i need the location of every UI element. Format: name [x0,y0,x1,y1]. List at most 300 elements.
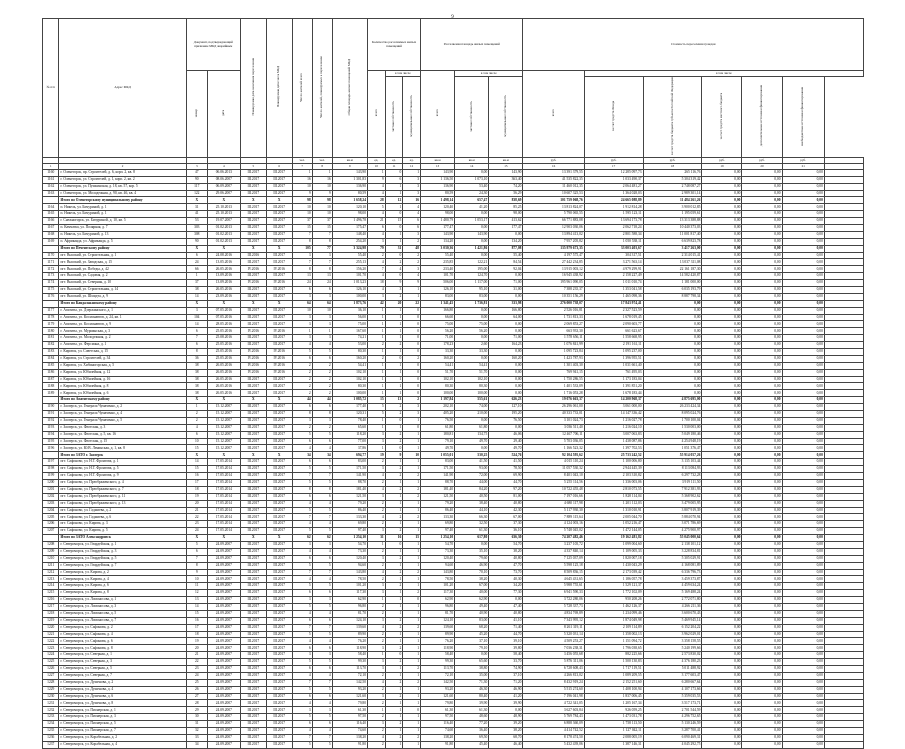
resettlement-table-sheet [42,18,864,749]
table-cell: 0,00 [742,528,782,535]
table-cell: 4 [312,521,332,528]
table-row [43,707,864,714]
subtotal-row [43,535,864,542]
address-cell: г. Североморск, ул. Гвардейская, д. 5 [59,555,186,562]
address-cell: г. Североморск, ул. Кирова, д. 4 [59,576,186,583]
table-row [43,280,864,287]
table-cell: III.2017 [240,528,266,535]
address-cell: г. Североморск, ул. Северная, д. 5 [59,665,186,672]
table-cell: 74,60 [332,728,367,735]
table-cell: 877,08 [489,245,523,252]
table-cell: 1213 [43,576,59,583]
table-cell: 5 [292,686,312,693]
table-cell: 8 [186,349,207,356]
column-number-cell: 14 [455,163,489,169]
table-row [43,190,864,197]
table-cell: 0,00 [702,424,742,431]
table-cell: 1 053,17 [455,218,489,225]
table-cell: 5 [312,631,332,638]
table-cell: 1 [403,169,421,176]
table-cell [824,342,863,349]
table-cell: 142,50 [420,679,454,686]
column-number-cell: 3 [186,163,207,169]
table-cell: 7 343 995,12 [523,617,584,624]
table-cell: 15 [186,610,207,617]
table-cell: 5 [312,741,332,748]
table-cell: 1 731 813,33 [523,314,584,321]
table-cell: III.2017 [266,631,292,638]
table-cell: 15 [186,445,207,452]
table-row [43,569,864,576]
address-cell: пгт. Высокий, ул. Северная, д. 10 [59,280,186,287]
table-cell: 1 [403,686,421,693]
table-cell: 1 [368,376,386,383]
table-cell: 3 479 005,95 [643,500,702,507]
table-cell: 2 810 073,55 [584,486,643,493]
table-cell: 1200 [43,479,59,486]
table-cell: 1 [385,376,403,383]
table-cell: 17.05.2014 [207,459,240,466]
table-cell: III.2017 [266,445,292,452]
table-cell: 3 [403,231,421,238]
table-cell: 1233 [43,714,59,721]
table-cell: 1161 [43,176,59,183]
table-cell: 6 [312,459,332,466]
table-cell: 67,00 [489,514,523,521]
table-cell: 1229 [43,686,59,693]
table-cell: 1 127 042,11 [584,728,643,735]
table-cell: 24 [292,280,312,287]
table-cell: 40,80 [489,555,523,562]
address-cell: г. Североморск, ул. Северная, д. 7 [59,672,186,679]
table-cell: 62,90 [332,597,367,604]
table-cell: 5 988 755,61 [523,583,584,590]
address-cell: г. Североморск, ул. Кирова, д. 6 [59,583,186,590]
table-cell: 2 [368,741,386,748]
table-cell: 24.08.2016 [207,252,240,259]
table-cell: 0,00 [742,555,782,562]
table-cell: 0,00 [742,197,782,204]
table-cell: III.2017 [266,645,292,652]
col-header-cost-region: за счет средств бюджета субъекта Российской Федерации [643,77,702,158]
table-cell: 0,00 [782,238,824,245]
table-row [43,321,864,328]
table-cell: III.2017 [266,293,292,300]
table-cell: 2 [385,721,403,728]
table-cell: 2 701 544,59 [643,707,702,714]
table-cell: 4 [292,576,312,583]
table-cell: 1166 [43,218,59,225]
table-cell: 0,00 [782,218,824,225]
table-cell: 8 261 319,11 [523,624,584,631]
table-cell: 7 [292,734,312,741]
table-cell: 1 [368,328,386,335]
table-cell: 1 [385,231,403,238]
table-cell: 2 [403,493,421,500]
table-cell: III.2016 [240,252,266,259]
table-cell: 6 [292,404,312,411]
table-cell: 11 001 817,40 [643,231,702,238]
table-cell: 1191 [43,411,59,418]
table-cell: 4 [368,734,386,741]
column-number-cell: 1 [43,163,59,169]
table-cell: 0,00 [782,204,824,211]
table-cell: 0,00 [782,169,824,176]
unit-cell: кв.м [489,157,523,163]
table-cell: 35,00 [455,672,489,679]
table-cell: 2 [403,624,421,631]
table-cell: 8 095 024,76 [643,411,702,418]
table-cell: 38 [186,390,207,397]
table-cell: 10 351 156,29 [523,293,584,300]
table-cell: 100,00 [332,390,367,397]
table-cell: 100,00 [420,390,454,397]
table-cell: 4 [368,190,386,197]
table-cell [824,390,863,397]
table-cell: 100,00 [455,390,489,397]
table-cell: 0,00 [782,280,824,287]
table-cell: 4 [292,672,312,679]
table-cell: 79 [368,245,386,252]
table-cell: X [266,197,292,204]
address-cell: п. Никель, ул. Бичуриной, д. 1 [59,211,186,218]
table-cell: 0,00 [742,259,782,266]
table-cell: 31 [186,204,207,211]
col-header-cost-incl: в том числе [584,71,863,77]
table-cell: III.2017 [266,679,292,686]
table-cell: 1 085,72 [332,397,367,404]
table-cell: 07.05.2016 [207,314,240,321]
table-cell: 6 [385,176,403,183]
table-cell: 143,90 [420,231,454,238]
table-cell: 10 607 325,53 [523,190,584,197]
table-cell: 1 [403,728,421,735]
table-cell: 2 [403,679,421,686]
table-row [43,314,864,321]
table-cell: 2 [292,376,312,383]
unit-cell: ед. [403,157,421,163]
table-cell: 39,20 [489,721,523,728]
table-cell: 12 [385,197,403,204]
table-cell: III.2017 [266,555,292,562]
unit-cell: руб. [702,157,742,163]
table-cell: 20 [385,300,403,307]
table-cell: 44,70 [489,479,523,486]
table-cell: 102,10 [332,376,367,383]
table-cell: 41,20 [455,204,489,211]
table-cell: 0,00 [702,218,742,225]
table-cell: 0,00 [782,445,824,452]
table-cell: X [186,245,207,252]
table-row [43,417,864,424]
table-cell: 2 [385,555,403,562]
table-cell: 0,00 [742,548,782,555]
table-cell: 133,30 [332,514,367,521]
table-cell: 657,47 [455,197,489,204]
table-cell: 1 [368,362,386,369]
table-cell: III.2017 [240,645,266,652]
table-cell: 69,80 [420,521,454,528]
table-cell: III.2017 [266,404,292,411]
table-cell: 0,00 [702,569,742,576]
table-cell: 96,80 [332,603,367,610]
table-cell: 24 665 088,89 [584,197,643,204]
table-cell: III.2017 [266,431,292,438]
table-cell: 38,80 [455,665,489,672]
table-cell: 126,10 [420,287,454,294]
table-cell: 100,00 [332,293,367,300]
table-cell: 1 [186,404,207,411]
table-cell: 72,10 [332,672,367,679]
table-cell: 8 401 043,10 [523,473,584,480]
table-cell: 3 [368,721,386,728]
table-cell: 2 [368,562,386,569]
table-cell: 5 [312,349,332,356]
table-cell: III.2017 [240,610,266,617]
table-cell: 0,00 [702,665,742,672]
table-cell: 2 [186,411,207,418]
table-cell: 24.09.2007 [207,672,240,679]
table-cell: 2 327 523,59 [584,307,643,314]
table-cell: 45,20 [455,631,489,638]
table-cell: 54,70 [489,541,523,548]
table-cell: 4 266 211,36 [643,603,702,610]
table-cell: 4 [368,211,386,218]
table-cell: 1201 [43,486,59,493]
table-cell: 14 [186,293,207,300]
table-cell: 48 [403,245,421,252]
col-header-document: Документ, подтверждающий признание МКД аварийным [186,19,240,71]
table-cell: 55,40 [489,252,523,259]
table-cell: III.2017 [266,610,292,617]
table-cell: 2 [368,638,386,645]
table-cell: 0 [403,597,421,604]
table-cell: 0,00 [702,183,742,190]
table-cell: 7 [292,679,312,686]
table-cell: 4 645 431,65 [523,576,584,583]
table-cell: 61,80 [420,424,454,431]
table-cell: 122 [186,190,207,197]
address-cell: г. Кировск, ул. Строителей, д. 34 [59,355,186,362]
col-header-residents-planned: Число жителей, планируемых к переселению [312,19,332,158]
address-cell: Итого по Апатитскому району [59,397,186,404]
table-cell: IV.2016 [266,266,292,273]
table-cell: 68,70 [489,734,523,741]
table-cell: 3 324,98 [332,245,367,252]
table-cell: 0,00 [782,624,824,631]
table-row [43,624,864,631]
table-cell: 0,00 [782,197,824,204]
table-cell [824,431,863,438]
table-cell: 1 [186,273,207,280]
table-cell: 3 600 670,43 [643,610,702,617]
table-cell: 3 358 158,55 [643,638,702,645]
table-cell: 1 396 955,51 [584,355,643,362]
table-cell: 1183 [43,349,59,356]
table-cell: III.2017 [266,273,292,280]
column-number-cell: 10 [368,163,386,169]
table-cell: 38 [186,369,207,376]
table-cell: 177,47 [489,224,523,231]
table-cell: 3 061 000,00 [584,404,643,411]
table-cell: 0,00 [782,424,824,431]
table-cell: 2 088 005,19 [584,734,643,741]
address-cell: г. Североморск, ул. Ломоносова, д. 7 [59,617,186,624]
table-cell: 1 462 126,37 [584,603,643,610]
table-cell: 0,00 [702,300,742,307]
table-cell: 1177 [43,307,59,314]
address-cell: г. Заозерск, ул. Флотская, д. 3 [59,424,186,431]
table-cell: 0,00 [782,176,824,183]
table-cell: 76,50 [420,417,454,424]
table-cell: 2 [385,438,403,445]
table-cell: III.2017 [266,700,292,707]
table-cell [824,287,863,294]
table-cell: 3 [368,590,386,597]
table-cell [824,218,863,225]
table-cell: 3 [292,707,312,714]
table-cell: 235,85 [420,259,454,266]
table-cell: 0,00 [742,672,782,679]
table-cell [824,169,863,176]
table-cell: 1 301 403,30 [523,362,584,369]
table-cell: 1 391 851,20 [584,383,643,390]
table-cell: 1 [403,459,421,466]
table-cell: 524,76 [489,452,523,459]
table-cell: 2 [368,672,386,679]
address-cell: пгт. Сафоново, ул. Н.Т. Фронтова, д. 5 [59,466,186,473]
table-cell: 15 [186,466,207,473]
table-cell: 47,40 [489,603,523,610]
table-cell: 71,00 [489,280,523,287]
table-cell: 26.05.2016 [207,376,240,383]
table-cell: 2 062 718,24 [584,224,643,231]
table-cell: 0,00 [742,424,782,431]
table-cell: IV.2016 [266,328,292,335]
table-cell: 0,00 [643,307,702,314]
table-cell: 3 [368,659,386,666]
table-cell: 3 [403,190,421,197]
table-cell: 49,70 [420,445,454,452]
table-cell: 56,29 [489,190,523,197]
table-cell: 37 [312,218,332,225]
table-cell: 113,70 [420,665,454,672]
table-cell: 0,00 [782,665,824,672]
table-cell: 5 [292,741,312,748]
table-cell: 4 [403,211,421,218]
table-cell: 2 109 114,89 [584,624,643,631]
table-cell: 136,90 [420,183,454,190]
table-cell: 0,00 [782,397,824,404]
table-cell: 90 [186,238,207,245]
table-cell: 31 [186,721,207,728]
table-cell: 0,00 [455,445,489,452]
table-cell: 0,00 [782,700,824,707]
table-cell: 2 [403,590,421,597]
table-cell: 0,00 [782,679,824,686]
table-cell: 62 [292,535,312,542]
table-cell: 175,47 [332,224,367,231]
table-cell: 25.10.2013 [207,204,240,211]
table-cell: 4 [292,500,312,507]
table-row [43,721,864,728]
table-row [43,266,864,273]
table-cell: 1 [403,445,421,452]
table-cell: 6 [312,404,332,411]
table-cell: 0,00 [782,362,824,369]
table-cell: 116,40 [332,721,367,728]
table-cell: 0,00 [782,466,824,473]
table-cell [824,569,863,576]
table-cell [824,734,863,741]
table-cell: 22 [403,300,421,307]
table-cell: 48,90 [489,714,523,721]
table-cell: 2 989 301,14 [643,190,702,197]
table-cell: 0 [385,355,403,362]
address-cell: пгт. Высокий, ул. Победы, д. 42 [59,266,186,273]
table-cell: 141,90 [420,473,454,480]
table-cell: 8 113 084,93 [643,466,702,473]
table-cell: 3 [312,321,332,328]
table-cell: 1196 [43,445,59,452]
table-cell: 7 [312,259,332,266]
table-cell: 49,70 [455,438,489,445]
table-cell: 120,40 [420,555,454,562]
address-cell: г. Североморск, ул. Северная, д. 1 [59,652,186,659]
table-cell: 0,00 [702,728,742,735]
table-cell [824,238,863,245]
table-cell: 5 598 125,18 [523,562,584,569]
address-cell: г. Заозерск, ул. Флотская, д. 5, кв. 16 [59,431,186,438]
table-cell: 4 [312,638,332,645]
table-cell: 2 [368,521,386,528]
table-cell: 0,00 [643,369,702,376]
unit-cell: кв.м [420,157,454,163]
table-cell: 41,10 [489,617,523,624]
table-cell: 1 [368,417,386,424]
table-cell: III.2017 [240,672,266,679]
table-cell: 0,00 [742,211,782,218]
table-cell: 4 [186,424,207,431]
table-cell: 72,10 [420,672,454,679]
table-cell: 0,00 [742,362,782,369]
table-cell: 4 [312,728,332,735]
table-cell: 6 [312,590,332,597]
table-cell: 4 254 948,19 [643,438,702,445]
table-cell: 24.09.2007 [207,721,240,728]
table-cell: 24.09.2007 [207,638,240,645]
table-cell: 6 [312,721,332,728]
table-cell: 4 [312,672,332,679]
table-cell: 15 [292,224,312,231]
table-cell: 77,30 [489,590,523,597]
table-cell: 17 [186,624,207,631]
table-cell: 0,00 [702,466,742,473]
table-cell: 122,21 [455,259,489,266]
table-cell: X [240,452,266,459]
table-cell: 1 [292,169,312,176]
address-cell: г. Североморск, ул. Корабельная, д. 2 [59,734,186,741]
table-cell: 0,00 [702,659,742,666]
table-cell: 3 [368,528,386,535]
table-cell: 28 [186,700,207,707]
table-cell: 5 [368,204,386,211]
table-cell: 0,00 [742,714,782,721]
subtotal-row [43,245,864,252]
table-cell: 1 473 031,78 [584,714,643,721]
unit-cell: ед. [385,157,403,163]
table-cell: 74,60 [420,728,454,735]
